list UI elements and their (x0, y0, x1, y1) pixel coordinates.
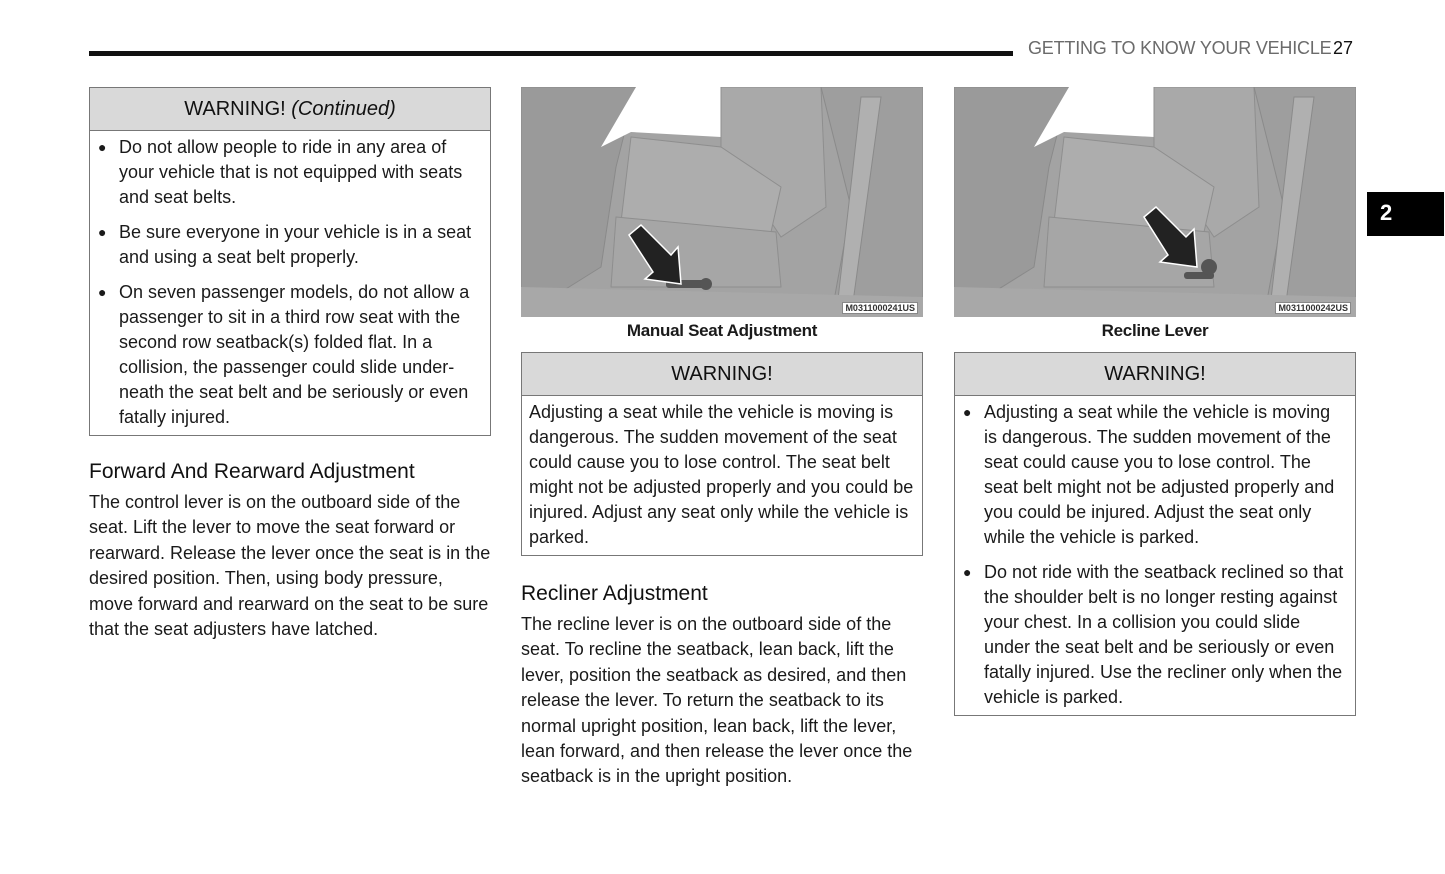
warning-title: WARNING! (671, 363, 773, 385)
page-number: 27 (1333, 38, 1354, 58)
recline-lever-image (954, 87, 1356, 317)
bullet-text: Be sure everyone in your vehicle is in a seat and using a seat belt properly. (119, 222, 472, 267)
warning-header (955, 353, 1355, 396)
warning-bullet (963, 400, 1347, 550)
warning-box-continued (89, 87, 491, 436)
warning-bullet (98, 280, 482, 430)
warning-box (521, 352, 923, 556)
bullet-icon: ● (98, 284, 107, 300)
warning-title: WARNING! (184, 98, 286, 120)
bullet-icon: ● (98, 139, 107, 155)
seat-illustration-icon (521, 87, 923, 317)
warning-box (954, 352, 1356, 716)
recliner-section (521, 582, 923, 790)
bullet-icon: ● (963, 404, 972, 420)
section-heading: Forward And Rearward Adjustment (89, 460, 415, 483)
warning-bullet (98, 220, 482, 270)
chapter-tab-number: 2 (1380, 200, 1393, 225)
warning-bullet (98, 135, 482, 210)
warning-title: WARNING! (1104, 363, 1206, 385)
section-body: The recline lever is on the outboard side of the seat. To recline the seatback, lean back, lift the lever, position the seatback as desired, and then release the lever. To return the seatback to its normal upright position, lean back, lift the lever, lean forward, and then release the lever once the seatback is in the upright position. (521, 614, 913, 787)
column-2 (521, 87, 923, 790)
figure-code: M0311000242US (1275, 302, 1351, 314)
warning-bullet (963, 560, 1347, 710)
warning-body: Adjusting a seat while the vehicle is moving is dangerous. The sudden movement of the seat could cause you to lose control. The seat belt might not be adjusted properly and you could be injured. Adjust any seat only while the vehicle is parked. (529, 402, 914, 547)
bullet-icon: ● (98, 224, 107, 240)
figure-caption: Manual Seat Adjustment (626, 321, 818, 340)
section-heading: Recliner Adjustment (521, 582, 708, 605)
bullet-icon: ● (963, 564, 972, 580)
figure-code: M0311000241US (842, 302, 918, 314)
section-title: GETTING TO KNOW YOUR VEHICLE (1028, 38, 1332, 58)
manual-seat-adjustment-image (521, 87, 923, 317)
warning-body (955, 396, 1355, 715)
bullet-text: Do not allow people to ride in any area of your vehicle that is not equipped with seats and seat belts. (119, 137, 463, 207)
column-3 (954, 87, 1356, 716)
warning-body (90, 131, 490, 435)
warning-header (90, 88, 490, 131)
column-1 (89, 87, 491, 642)
figure-caption: Recline Lever (1101, 321, 1209, 340)
forward-rearward-section (89, 460, 491, 642)
seat-illustration-icon (954, 87, 1356, 317)
bullet-text: Do not ride with the seatback reclined so that the shoulder belt is no longer resting against your chest. In a collision you could slide under the seat belt and be seriously or even fatally injured. Use the recliner only when the vehicle is parked. (984, 562, 1344, 707)
section-body: The control lever is on the outboard side of the seat. Lift the lever to move the seat forward or rearward. Release the lever once the seat is in the desired position. Then, using body pressure, move forward and rearward on the seat to be sure that the seat adjusters have latched. (89, 492, 491, 640)
warning-title-suffix: (Continued) (291, 98, 396, 120)
bullet-text: Adjusting a seat while the vehicle is moving is dangerous. The sudden movement of the seat could cause you to lose control. The seat belt might not be adjusted properly and you could be injured. Adjust the seat only while the vehicle is parked. (984, 402, 1335, 547)
warning-header (522, 353, 922, 396)
bullet-text: On seven passenger models, do not allow a passenger to sit in a third row seat with the second row seatback(s) folded flat. In a collision, the passenger could slide under-neath the seat belt and be seriously or even fatally injured. (119, 282, 470, 427)
chapter-tab (1367, 192, 1444, 236)
header-rule (89, 51, 1013, 56)
